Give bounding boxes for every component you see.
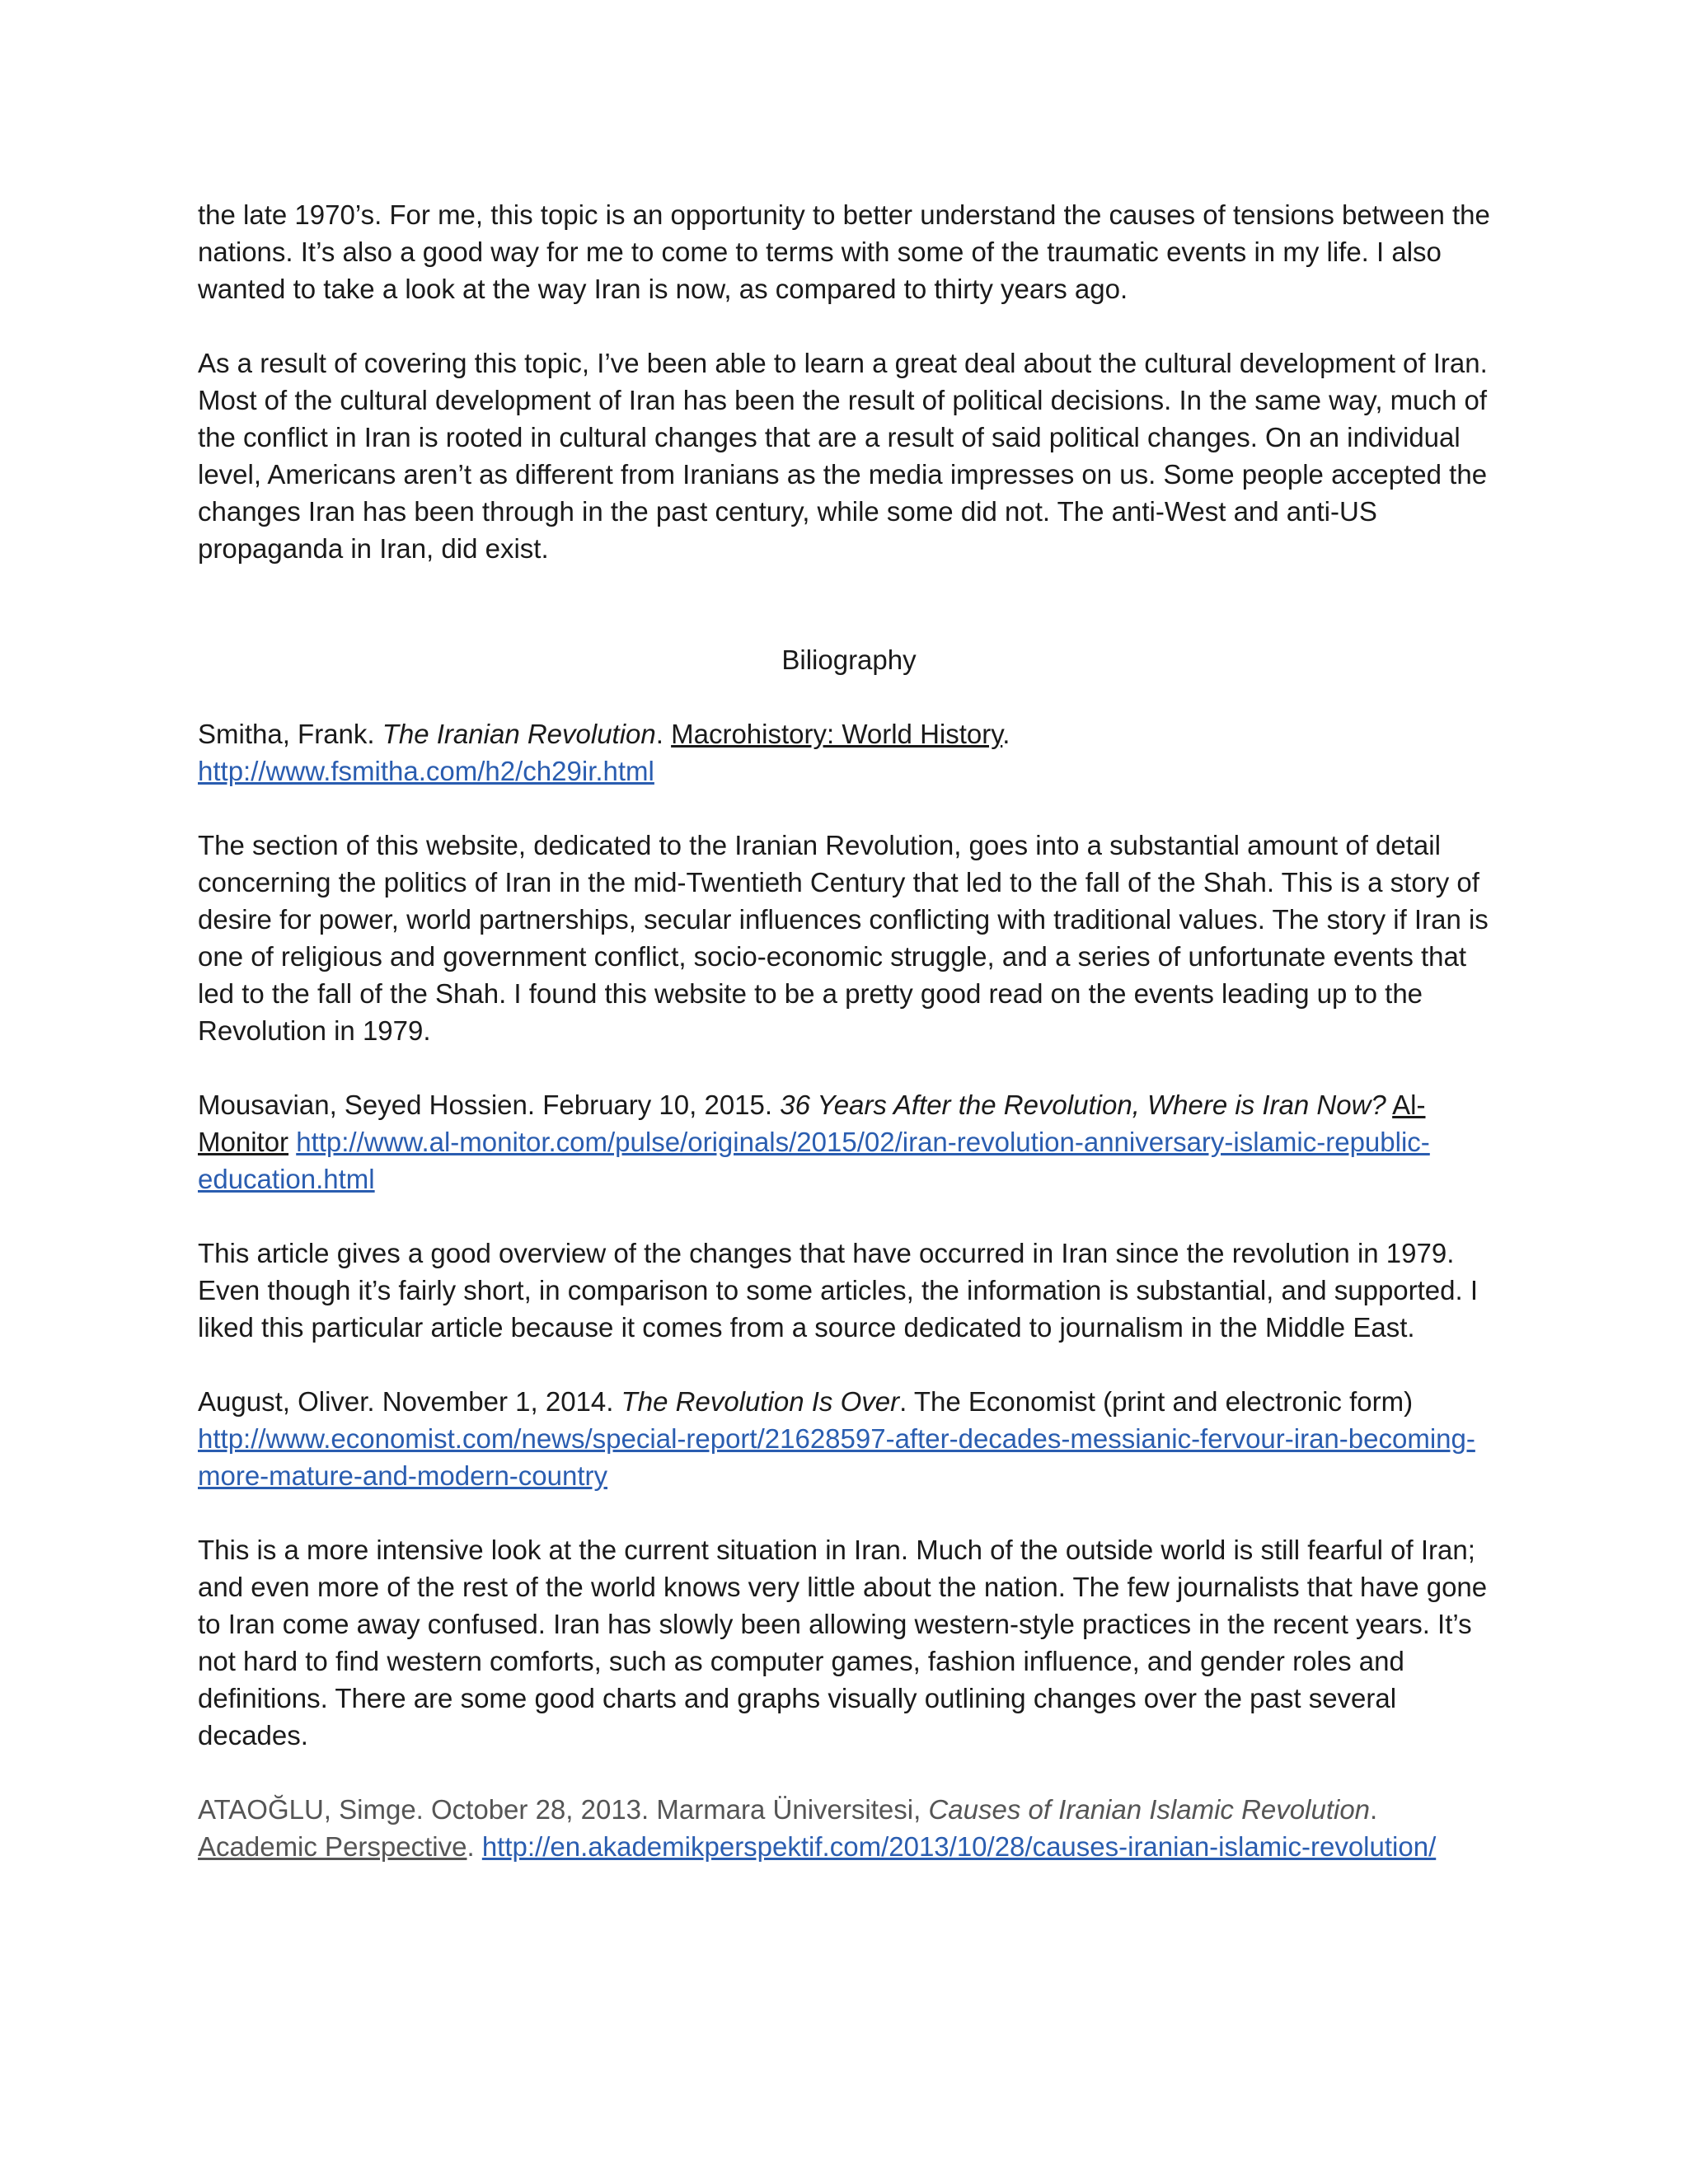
annotation-3: This is a more intensive look at the current situation in Iran. Much of the outside world is still fearful of Iran; and even more of the rest of the world knows very little about the nation. The few journalists that have gone to Iran come away confused. Iran has slowly been allowing western-style practices in the recent years. It’s not hard to find western comforts, such as computer games, fashion influence, and gender roles and definitions. There are some good charts and graphs visually outlining changes over the past several decades. (198, 1535, 1488, 1750)
citation-link[interactable]: http://www.fsmitha.com/h2/ch29ir.html (198, 756, 654, 786)
annotation-1: The section of this website, dedicated to the Iranian Revolution, goes into a substantial amount of detail concerning the politics of Iran in the mid-Twentieth Century that led to the fall of the Shah. This is a story of desire for power, world partnerships, secular influences conflicting with traditional values. The story if Iran is one of religious and government conflict, socio-economic struggle, and a series of unfortunate events that led to the fall of the Shah. I found this website to be a pretty good read on the events leading up to the Revolution in 1979. (198, 830, 1489, 1046)
citation-link[interactable]: http://www.economist.com/news/special-report/21628597-after-decades-messianic-fervour-iran-becoming-more-mature-and-modern-country (198, 1423, 1475, 1491)
citation-2 (198, 1086, 1500, 1197)
intro-paragraph-2: As a result of covering this topic, I’ve been able to learn a great deal about the cultural development of Iran. Most of the cultural development of Iran has been the result of political decisions. In the same way, much of the conflict in Iran is rooted in cultural changes that are a result of said political changes. On an individual level, Americans aren’t as different from Iranians as the media impresses on us. Some people accepted the changes Iran has been through in the past century, while some did not. The anti-West and anti-US propaganda in Iran, did exist. (198, 348, 1488, 564)
citation-separator: . (1370, 1794, 1378, 1825)
citation-separator: . (1002, 719, 1010, 749)
citation-3 (198, 1383, 1500, 1494)
citation-author: August, Oliver. November 1, 2014. (198, 1386, 621, 1417)
annotation-2: This article gives a good overview of the changes that have occurred in Iran since the revolution in 1979. Even though it’s fairly short, in comparison to some articles, the information is substantial, and supported. I liked this particular article because it comes from a source dedicated to journalism in the Middle East. (198, 1238, 1479, 1343)
citation-link[interactable]: http://en.akademikperspektif.com/2013/10/28/causes-iranian-islamic-revolution/ (481, 1831, 1437, 1862)
citation-separator (288, 1127, 296, 1157)
citation-4 (198, 1791, 1500, 1865)
citation-author: ATAOĞLU, Simge. October 28, 2013. Marmara Üniversitesi, (198, 1794, 929, 1825)
citation-separator: . (655, 719, 672, 749)
citation-source: . The Economist (print and electronic form) (899, 1386, 1414, 1417)
citation-source: Macrohistory: World History (671, 719, 1003, 749)
citation-title: 36 Years After the Revolution, Where is Iran Now? (780, 1090, 1386, 1120)
citation-title: The Revolution Is Over (621, 1386, 900, 1417)
citation-author: Smitha, Frank. (198, 719, 382, 749)
document-page (198, 196, 1500, 1902)
intro-paragraph-1: the late 1970’s. For me, this topic is an opportunity to better understand the causes of tensions between the nations. It’s also a good way for me to come to terms with some of the traumatic events in my life. I also wanted to take a look at the way Iran is now, as compared to thirty years ago. (198, 199, 1490, 304)
citation-source: Academic Perspective (198, 1831, 467, 1862)
citation-1 (198, 715, 1500, 790)
citation-link[interactable]: http://www.al-monitor.com/pulse/originals/2015/02/iran-revolution-anniversary-islamic-republic-education.html (198, 1127, 1430, 1194)
citation-title: The Iranian Revolution (382, 719, 656, 749)
citation-title: Causes of Iranian Islamic Revolution (928, 1794, 1371, 1825)
citation-separator: . (467, 1831, 482, 1862)
citation-author: Mousavian, Seyed Hossien. February 10, 2015. (198, 1090, 781, 1120)
citation-source: Al-Monitor (198, 1090, 1426, 1157)
bibliography-heading: Biliography (781, 644, 917, 675)
